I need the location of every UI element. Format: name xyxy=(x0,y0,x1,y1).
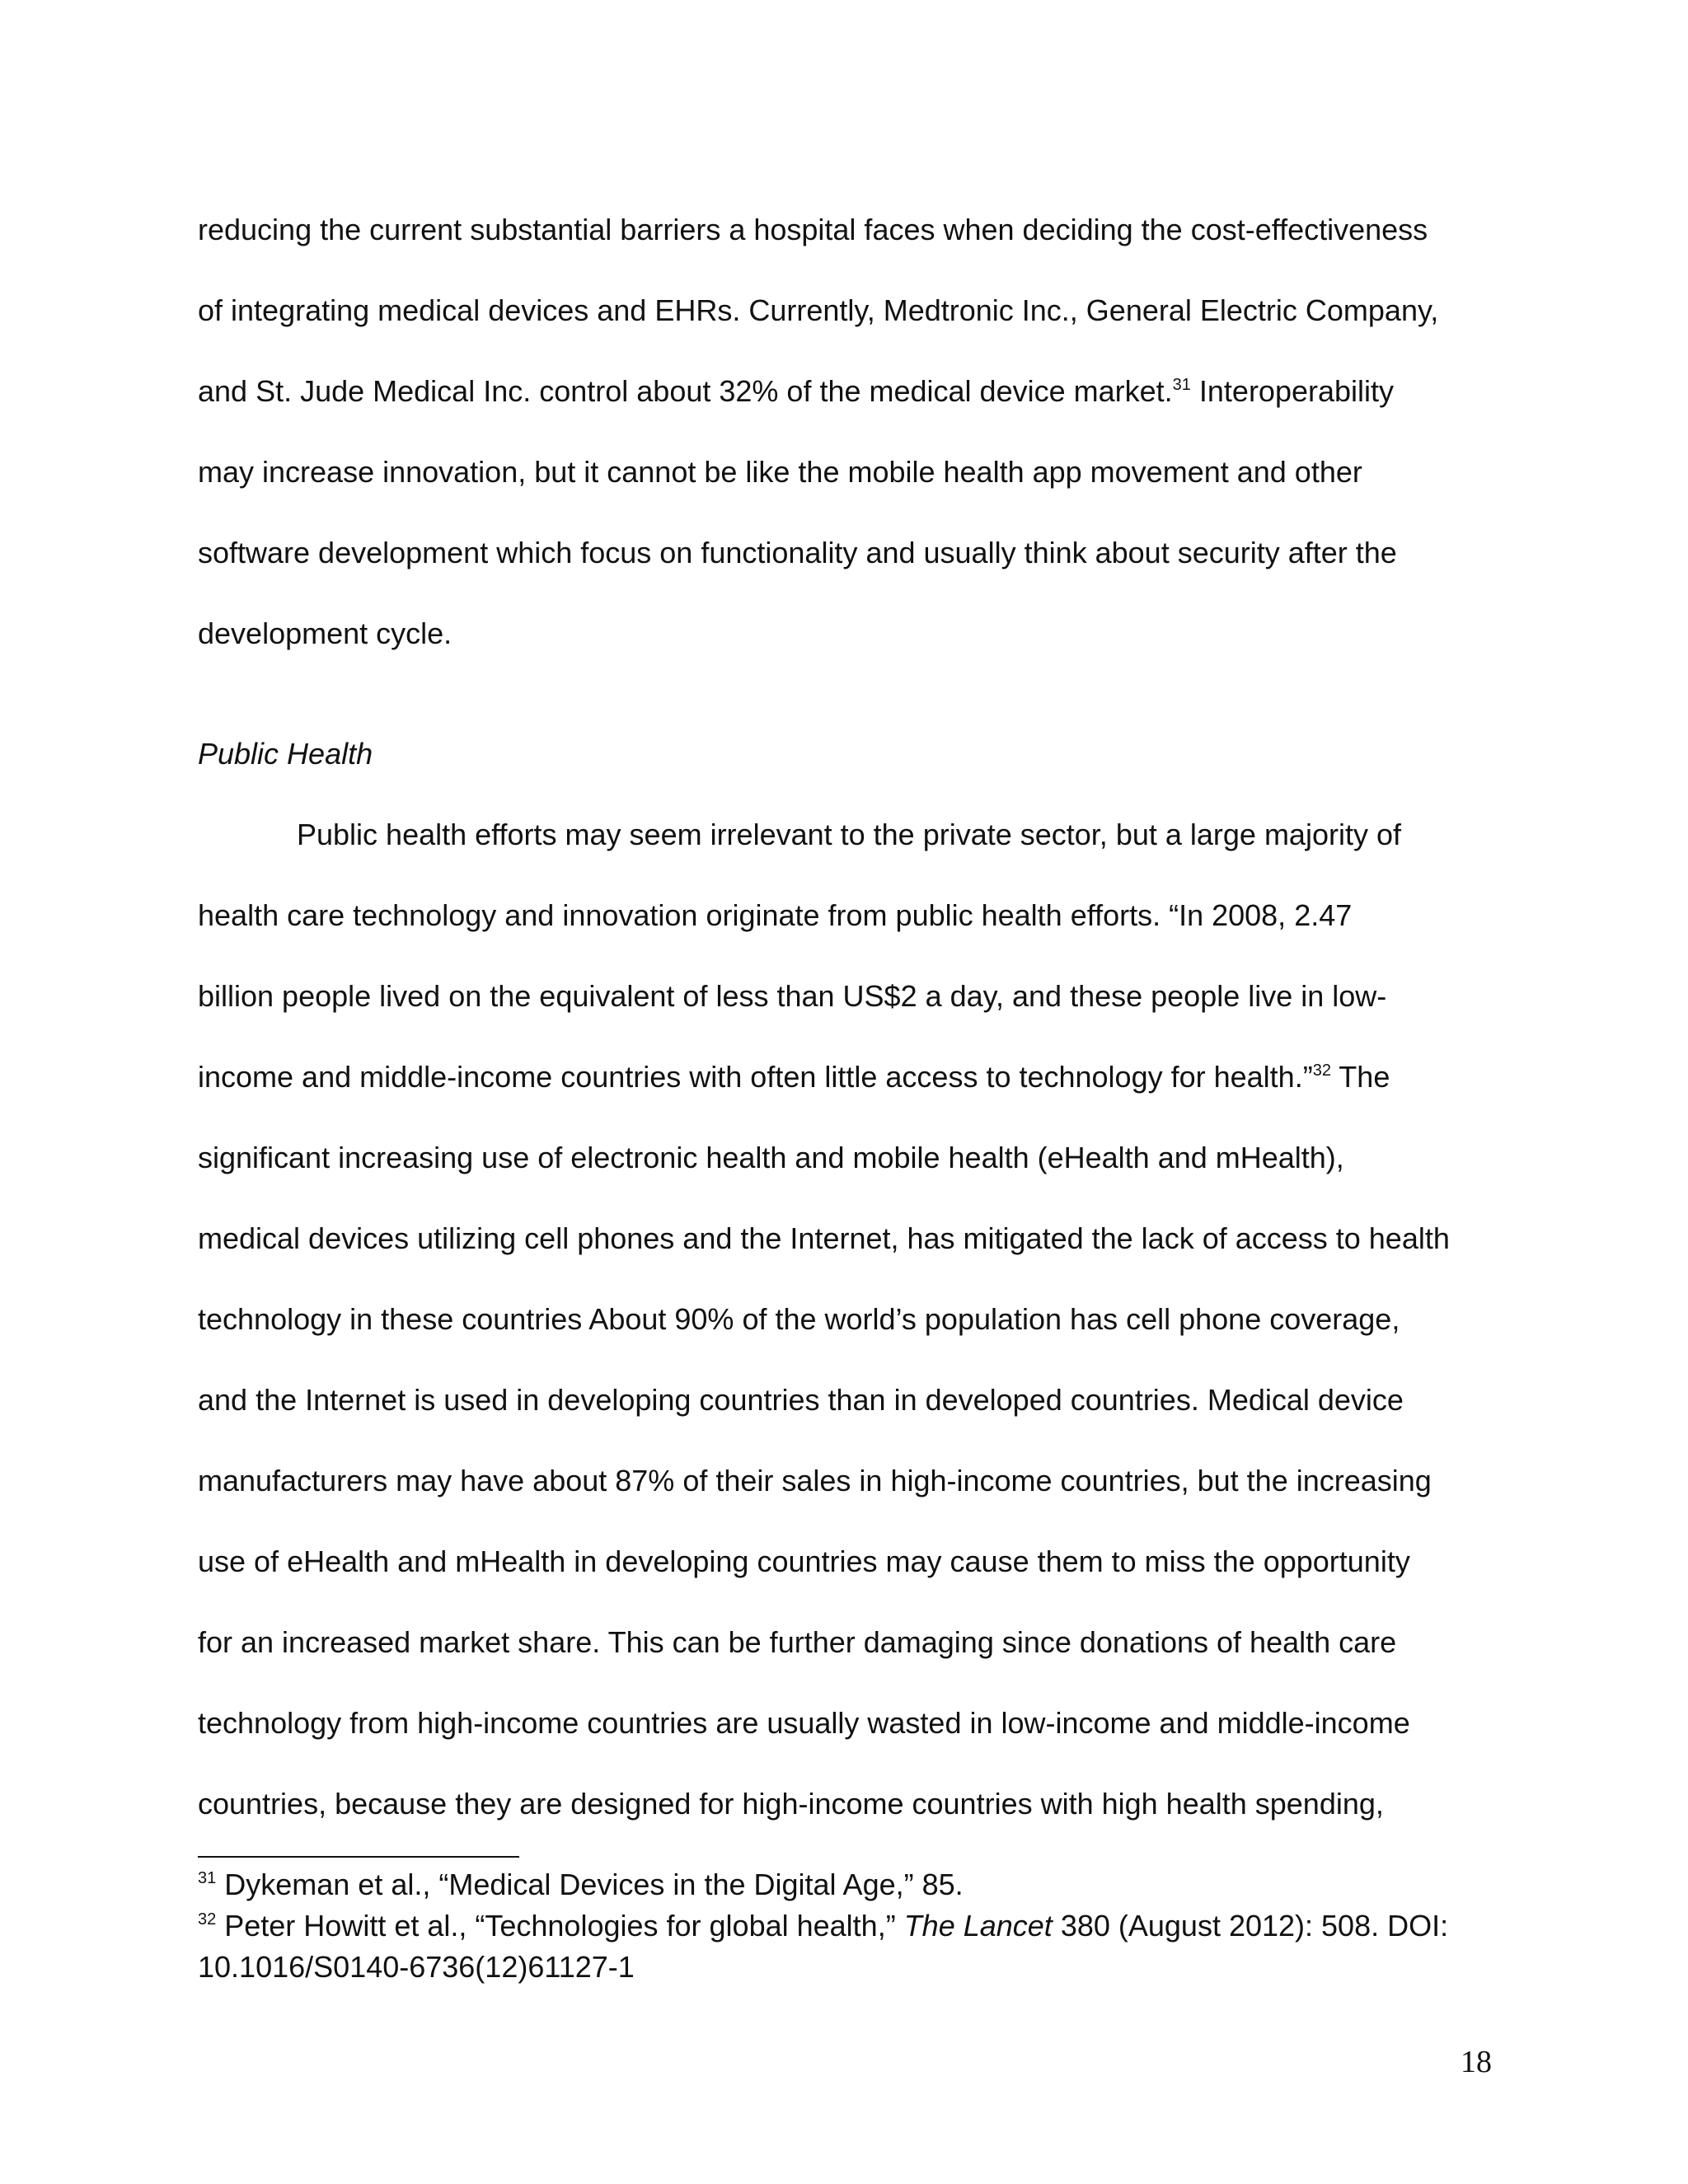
body-line: significant increasing use of electronic health and mobile health (eHealth and mHealth), xyxy=(198,1141,1344,1174)
journal-title: The Lancet xyxy=(903,1909,1053,1943)
body-line: development cycle. xyxy=(198,616,452,650)
body-line: health care technology and innovation originate from public health efforts. “In 2008, 2.47 xyxy=(198,898,1353,932)
body-line: software development which focus on functionality and usually think about security after the xyxy=(198,536,1397,569)
body-line: may increase innovation, but it cannot be like the mobile health app movement and other xyxy=(198,455,1362,489)
body-line: technology from high-income countries are usually wasted in low-income and middle-income xyxy=(198,1706,1410,1740)
footnote-number: 32 xyxy=(198,1910,217,1929)
body-line: manufacturers may have about 87% of their sales in high-income countries, but the increasing xyxy=(198,1464,1432,1497)
body-line: technology in these countries About 90% of the world’s population has cell phone coverage, xyxy=(198,1302,1400,1336)
footnote-separator xyxy=(198,1856,519,1858)
body-line: countries, because they are designed for high-income countries with high health spending, xyxy=(198,1787,1384,1821)
footnote-ref-32[interactable]: 32 xyxy=(1312,1062,1331,1080)
body-line: Public health efforts may seem irrelevant to the private sector, but a large majority of xyxy=(297,818,1401,851)
footnote-32: $^{32}$ Peter Howitt et al., “Technologies for global health,” The Lancet 380 (August 2012): 508. DOI: xyxy=(198,1909,1449,1943)
body-line: and St. Jude Medical Inc. control about 32% of the medical device market.$^{31}$ Interoperability xyxy=(198,374,1395,408)
footnote-31: $^{31}$ Dykeman et al., “Medical Devices in the Digital Age,” 85. xyxy=(198,1868,964,1901)
body-text xyxy=(198,190,1500,1844)
body-line: use of eHealth and mHealth in developing countries may cause them to miss the opportunity xyxy=(198,1544,1410,1578)
footnote-number: 31 xyxy=(198,1869,217,1887)
body-line: for an increased market share. This can be further damaging since donations of health care xyxy=(198,1625,1397,1659)
footnote-ref-31[interactable]: 31 xyxy=(1172,376,1191,394)
body-line: reducing the current substantial barriers a hospital faces when deciding the cost-effectiveness xyxy=(198,213,1428,246)
body-line: medical devices utilizing cell phones and the Internet, has mitigated the lack of access to health xyxy=(198,1221,1450,1255)
body-line: of integrating medical devices and EHRs. Currently, Medtronic Inc., General Electric Company, xyxy=(198,293,1439,327)
body-line: billion people lived on the equivalent of less than US$2 a day, and these people live in low- xyxy=(198,979,1387,1013)
section-heading: Public Health xyxy=(198,737,373,771)
page-number: 18 xyxy=(1461,2045,1492,2079)
body-line: and the Internet is used in developing countries than in developed countries. Medical device xyxy=(198,1383,1404,1417)
section-gap xyxy=(198,674,1500,714)
body-line: income and middle-income countries with often little access to technology for health.”$^{32}$ The xyxy=(198,1060,1390,1094)
footnote-32-doi: 10.1016/S0140-6736(12)61127-1 xyxy=(198,1950,635,1984)
footnotes xyxy=(198,1864,1500,1988)
